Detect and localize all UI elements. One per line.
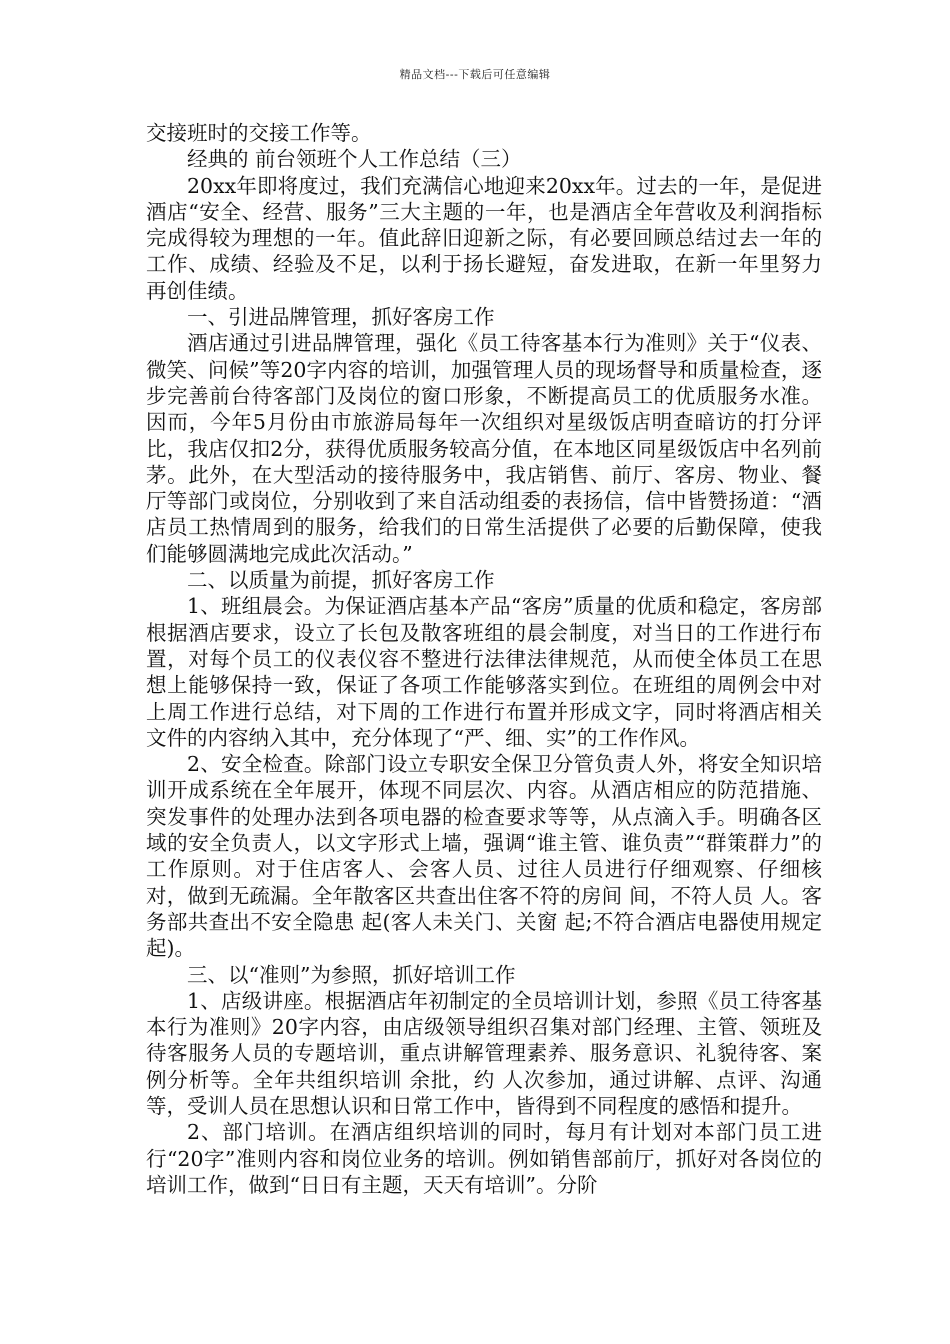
paragraph: 交接班时的交接工作等。 [146,121,372,145]
paragraph: 2、安全检查。除部门设立专职安全保卫分管负责人外，将安全知识培训开成系统在全年展开，体现不同层次、内容。从酒店相应的防范措施、突发事件的处理办法到各项电器的检查要求等等，从点滴入手。明确各区域的安全负责人，以文字形式上墙，强调“谁主管、谁负责”“群策群力”的工作原则。对于住店客人、会客人员、过往人员进行仔细观察、仔细核对，做到无疏漏。全年散客区共查出住客不符的房间 间，不符人员 人。客务部共查出不安全隐患 起(客人未关门、关窗 起;不符合酒店电器使用规定 起)。 [146,752,822,961]
section-heading: 三、以“准则”为参照，抓好培训工作 [187,962,516,987]
page-header: 精品文档---下载后可任意编辑 [399,68,551,81]
paragraph: 20xx年即将度过，我们充满信心地迎来20xx年。过去的一年，是促进酒店“安全、经营、服务”三大主题的一年，也是酒店全年营收及利润指标完成得较为理想的一年。值此辞旧迎新之际，有必要回顾总结过去一年的工作、成绩、经验及不足，以利于扬长避短，奋发进取，在新一年里努力再创佳绩。 [146,173,822,303]
section-heading: 二、以质量为前提，抓好客房工作 [187,568,495,593]
section-heading: 一、引进品牌管理，抓好客房工作 [187,305,495,330]
paragraph: 1、店级讲座。根据酒店年初制定的全员培训计划，参照《员工待客基本行为准则》20字内容，由店级领导组织召集对部门经理、主管、领班及待客服务人员的专题培训，重点讲解管理素养、服务意识、礼貌待客、案例分析等。全年共组织培训 余批，约 人次参加，通过讲解、点评、沟通等，受训人员在思想认识和日常工作中，皆得到不同程度的感悟和提升。 [146,988,822,1118]
paragraph: 酒店通过引进品牌管理，强化《员工待客基本行为准则》关于“仪表、微笑、问候”等20字内容的培训，加强管理人员的现场督导和质量检查，逐步完善前台待客部门及岗位的窗口形象，不断提高员工的优质服务水准。因而，今年5月份由市旅游局每年一次组织对星级饭店明查暗访的打分评比，我店仅扣2分，获得优质服务较高分值，在本地区同星级饭店中名列前茅。此外，在大型活动的接待服务中，我店销售、前厅、客房、物业、餐厅等部门或岗位，分别收到了来自活动组委的表扬信，信中皆赞扬道：“酒店员工热情周到的服务，给我们的日常生活提供了必要的后勤保障，使我们能够圆满地完成此次活动。” [146,331,822,566]
paragraph: 1、班组晨会。为保证酒店基本产品“客房”质量的优质和稳定，客房部根据酒店要求，设立了长包及散客班组的晨会制度，对当日的工作进行布置，对每个员工的仪表仪容不整进行法律法律规范，从而使全体员工在思想上能够保持一致，保证了各项工作能够落实到位。在班组的周例会中对上周工作进行总结，对下周的工作进行布置并形成文字，同时将酒店相关文件的内容纳入其中，充分体现了“严、细、实”的工作作风。 [146,594,822,750]
section-title: 经典的 前台领班个人工作总结（三） [187,147,522,172]
document-body [146,120,822,1198]
paragraph: 2、部门培训。在酒店组织培训的同时，每月有计划对本部门员工进行“20字”准则内容和岗位业务的培训。例如销售部前厅，抓好对各岗位的培训工作，做到“日日有主题，天天有培训”。分阶 [146,1120,822,1197]
